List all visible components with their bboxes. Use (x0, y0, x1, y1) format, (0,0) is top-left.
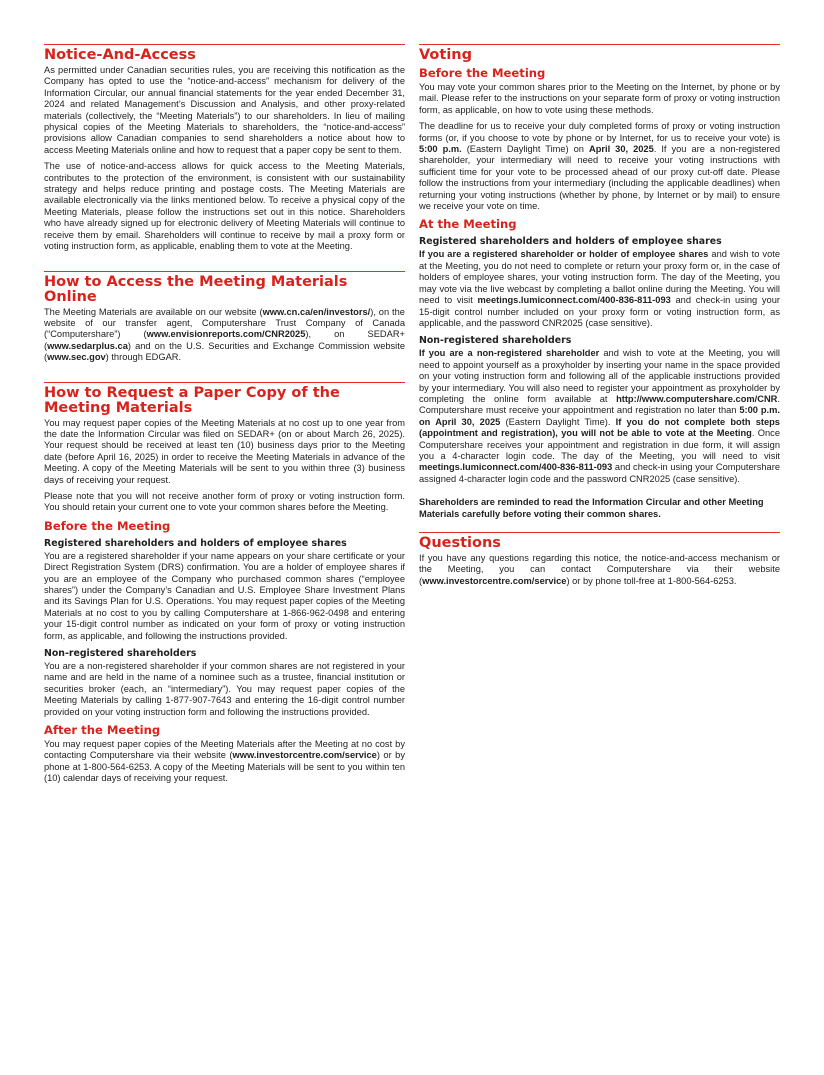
voting-registered-paragraph (419, 249, 780, 329)
text: . If you are a non-registered shareholder, your intermediary will need to receive your voting instructions with sufficient time for your vote to be processed ahead of our proxy cut-off date. Please follow the instructions from your intermediary (including the applicable deadlines) when returning your voting instructions (whether by phone, by Internet or by mail) to ensure we receive your vote on time. (419, 144, 780, 212)
request-after-paragraph (44, 739, 405, 785)
spacer (44, 369, 405, 382)
text: and check-in using your 15-digit control number included on your proxy form or voting instruction form, as applicable, and the password CNR2025 (case sensitive). (419, 295, 780, 328)
voting-registered-title: Registered shareholders and holders of employee shares (419, 236, 722, 248)
section-divider (419, 532, 780, 533)
request-nonregistered-paragraph: You are a non-registered shareholder if your common shares are not registered in your name and are held in the name of a nominee such as a trustee, financial institution or securities broker (each, an “intermediary”). You may request paper copies of the Meeting Materials by calling 1-877-907-7643 and entering the 16-digit control number provided on your voting instruction form and following the instructions provided. (44, 661, 405, 717)
lumiconnect-link[interactable]: meetings.lumiconnect.com/400-836-811-093 (419, 462, 613, 473)
section-divider (419, 44, 780, 45)
deadline-date: April 30, 2025 (588, 144, 654, 155)
text: . Once Computershare receives your appointment and registration in due form, it will assign you a 4-character login code. The day of the Meeting, you will need to visit (419, 428, 780, 461)
sedarplus-link[interactable]: www.sedarplus.ca (47, 340, 128, 351)
voting-at-title: At the Meeting (419, 217, 517, 232)
computershare-cnr-link[interactable]: http://www.computershare.com/CNR (616, 393, 778, 404)
access-title: How to Access the Meeting Materials Online (44, 273, 348, 305)
text: (Eastern Daylight Time). (500, 416, 616, 427)
text: ), on SEDAR+ ( (44, 329, 405, 351)
request-before-title: Before the Meeting (44, 518, 171, 533)
request-paragraph-2: Please note that you will not receive another form of proxy or voting instruction form. You should retain your current one to vote your common shares before the Meeting. (44, 490, 405, 513)
voting-title: Voting (419, 47, 472, 63)
text: (Eastern Daylight Time) on (461, 144, 589, 155)
text: The Meeting Materials are available on our website ( (44, 306, 263, 317)
investorcentre-link[interactable]: www.investorcentre.com/service (422, 575, 567, 586)
voting-before-paragraph-1: You may vote your common shares prior to the Meeting on the Internet, by phone or by mail. Please refer to the instructions on your separate form of proxy or voting instruction form, as applicable, on how to vote using these methods. (419, 82, 780, 115)
text: ) or by phone toll-free at 1-800-564-6253. (566, 575, 737, 586)
envisionreports-link[interactable]: www.envisionreports.com/CNR2025 (146, 329, 306, 340)
questions-paragraph (419, 553, 780, 587)
deadline-time: 5:00 p.m. (419, 144, 462, 155)
section-divider (44, 271, 405, 272)
investorcentre-link[interactable]: www.investorcentre.com/service (232, 750, 377, 761)
text: ) and on the U.S. Securities and Exchange Commission website ( (44, 340, 405, 363)
text-bold: Shareholders are reminded to read the Information Circular and other Meeting Materials carefully before voting their common shares. (419, 497, 764, 519)
request-registered-paragraph: You are a registered shareholder if your name appears on your share certificate or your Direct Registration System (DRS) confirmation. You are a holder of employee shares if you are an employee of the Company who purchased common shares (“employee shares”) under the Company’s Canadian and U.S. Employee Share Investment Plans and its Savings Plan for U.S. Operations. You may request paper copies of the Meeting Materials at no cost to you by calling Computershare at 1-866-962-0498 and entering your 15-digit control number as indicated on your form of proxy or voting instruction form, as applicable, and following the instructions provided. (44, 550, 405, 641)
text: and wish to vote at the Meeting, you do not need to complete or return your proxy form or, in the case of holders of employee shares, your voting instruction form. The day of the Meeting, you may vote via the live webcast by completing a ballot online during the Meeting. You will need to visit (419, 249, 780, 306)
section-divider (44, 44, 405, 45)
cn-investors-link[interactable]: www.cn.ca/en/investors/ (262, 306, 371, 317)
voting-nonregistered-paragraph (419, 348, 780, 485)
text: and check-in using your Computershare assigned 4-character login code and the password CNR2025 (case sensitive). (419, 462, 780, 484)
right-column (419, 44, 780, 592)
access-paragraph (44, 307, 405, 364)
text-bold: If you are a non-registered shareholder (419, 348, 600, 359)
left-column (44, 44, 405, 790)
text: ) through EDGAR. (105, 352, 182, 363)
lumiconnect-link[interactable]: meetings.lumiconnect.com/400-836-811-093 (477, 295, 671, 306)
voting-nonregistered-title: Non-registered shareholders (419, 335, 572, 347)
request-after-title: After the Meeting (44, 723, 161, 738)
section-divider (44, 382, 405, 383)
notice-paragraph-2: The use of notice-and-access allows for quick access to the Meeting Materials, contributes to the protection of the environment, is consistent with our sustainability strategy and helps reduce printing and postage costs. The Meeting Materials are available electronically via the links mentioned below. To receive a physical copy of the Meeting Materials, please follow the instructions set out in this notice. Shareholders who have already signed up for electronic delivery of Meeting Materials will continue to receive them by email. Shareholders will continue to receive by mail a proxy form or voting instruction form, as applicable, enabling them to vote at the Meeting. (44, 161, 405, 252)
spacer (419, 525, 780, 532)
text: and wish to vote at the Meeting, you will need to appoint yourself as a proxyholder by inserting your name in the space provided on your voting instruction form and following all of the applicable instructions provided by your intermediary. You will also need to register your appointment as proxyholder by completing the online form available at (419, 348, 780, 404)
text: The deadline for us to receive your duly completed forms of proxy or voting instruction forms (or, if you choose to vote by phone or by Internet, for us to receive your vote) is (419, 121, 780, 143)
voting-reminder (419, 497, 780, 520)
voting-before-title: Before the Meeting (419, 66, 546, 80)
text: If you have any questions regarding this notice, the notice-and-access mechanism or the Meeting, you can contact Computershare via their website ( (419, 553, 780, 586)
spacer (44, 258, 405, 271)
request-nonregistered-title: Non-registered shareholders (44, 648, 197, 660)
request-registered-title: Registered shareholders and holders of employee shares (44, 537, 347, 549)
text-bold: 5:00 p.m. on April 30, 2025 (419, 405, 780, 427)
questions-title: Questions (419, 535, 501, 551)
request-title: How to Request a Paper Copy of the Meeting Materials (44, 384, 340, 416)
notice-title: Notice-And-Access (44, 47, 196, 63)
text-bold: If you do not complete both steps (appointment and registration), you will not be able to vote at the Meeting (419, 416, 780, 439)
text: ), on the website of our transfer agent, Computershare Trust Company of Canada (“Computershare”) ( (44, 306, 405, 340)
text: You may request paper copies of the Meeting Materials after the Meeting at no cost by contacting Computershare via their website ( (44, 739, 405, 761)
notice-paragraph-1: As permitted under Canadian securities rules, you are receiving this notification as the Company has opted to use the “notice-and-access” mechanism for delivery of the Information Circular, our annual financial statements for the year ended December 31, 2024 and related Management’s Discussion and Analysis, and other proxy-related materials (collectively, the “Meeting Materials”) to our shareholders. In lieu of mailing physical copies of the Meeting Materials to shareholders, the “notice-and-access” provisions allow Canadian companies to send shareholders a notice about how to access Meeting Materials online and how to request that a paper copy be sent to them. (44, 65, 405, 155)
text: ) or by phone at 1-800-564-6253. A copy of the Meeting Materials will be sent to you within ten (10) calendar days of receiving your request. (44, 750, 405, 784)
voting-before-paragraph-2 (419, 121, 780, 212)
text-bold: If you are a registered shareholder or holder of employee shares (419, 249, 709, 260)
sec-link[interactable]: www.sec.gov (47, 352, 106, 363)
spacer (419, 490, 780, 497)
request-paragraph-1: You may request paper copies of the Meeting Materials at no cost up to one year from the date the Information Circular was filed on SEDAR+ (on or about March 26, 2025). Your request should be received at least ten (10) business days prior to the Meeting date (before April 16, 2025) in order to receive the Meeting Materials in advance of the Meeting. A copy of the Meeting Materials will be sent to you within three (3) business days of receiving your request. (44, 417, 405, 485)
text: . Computershare must receive your appointment and registration no later than (419, 393, 780, 416)
